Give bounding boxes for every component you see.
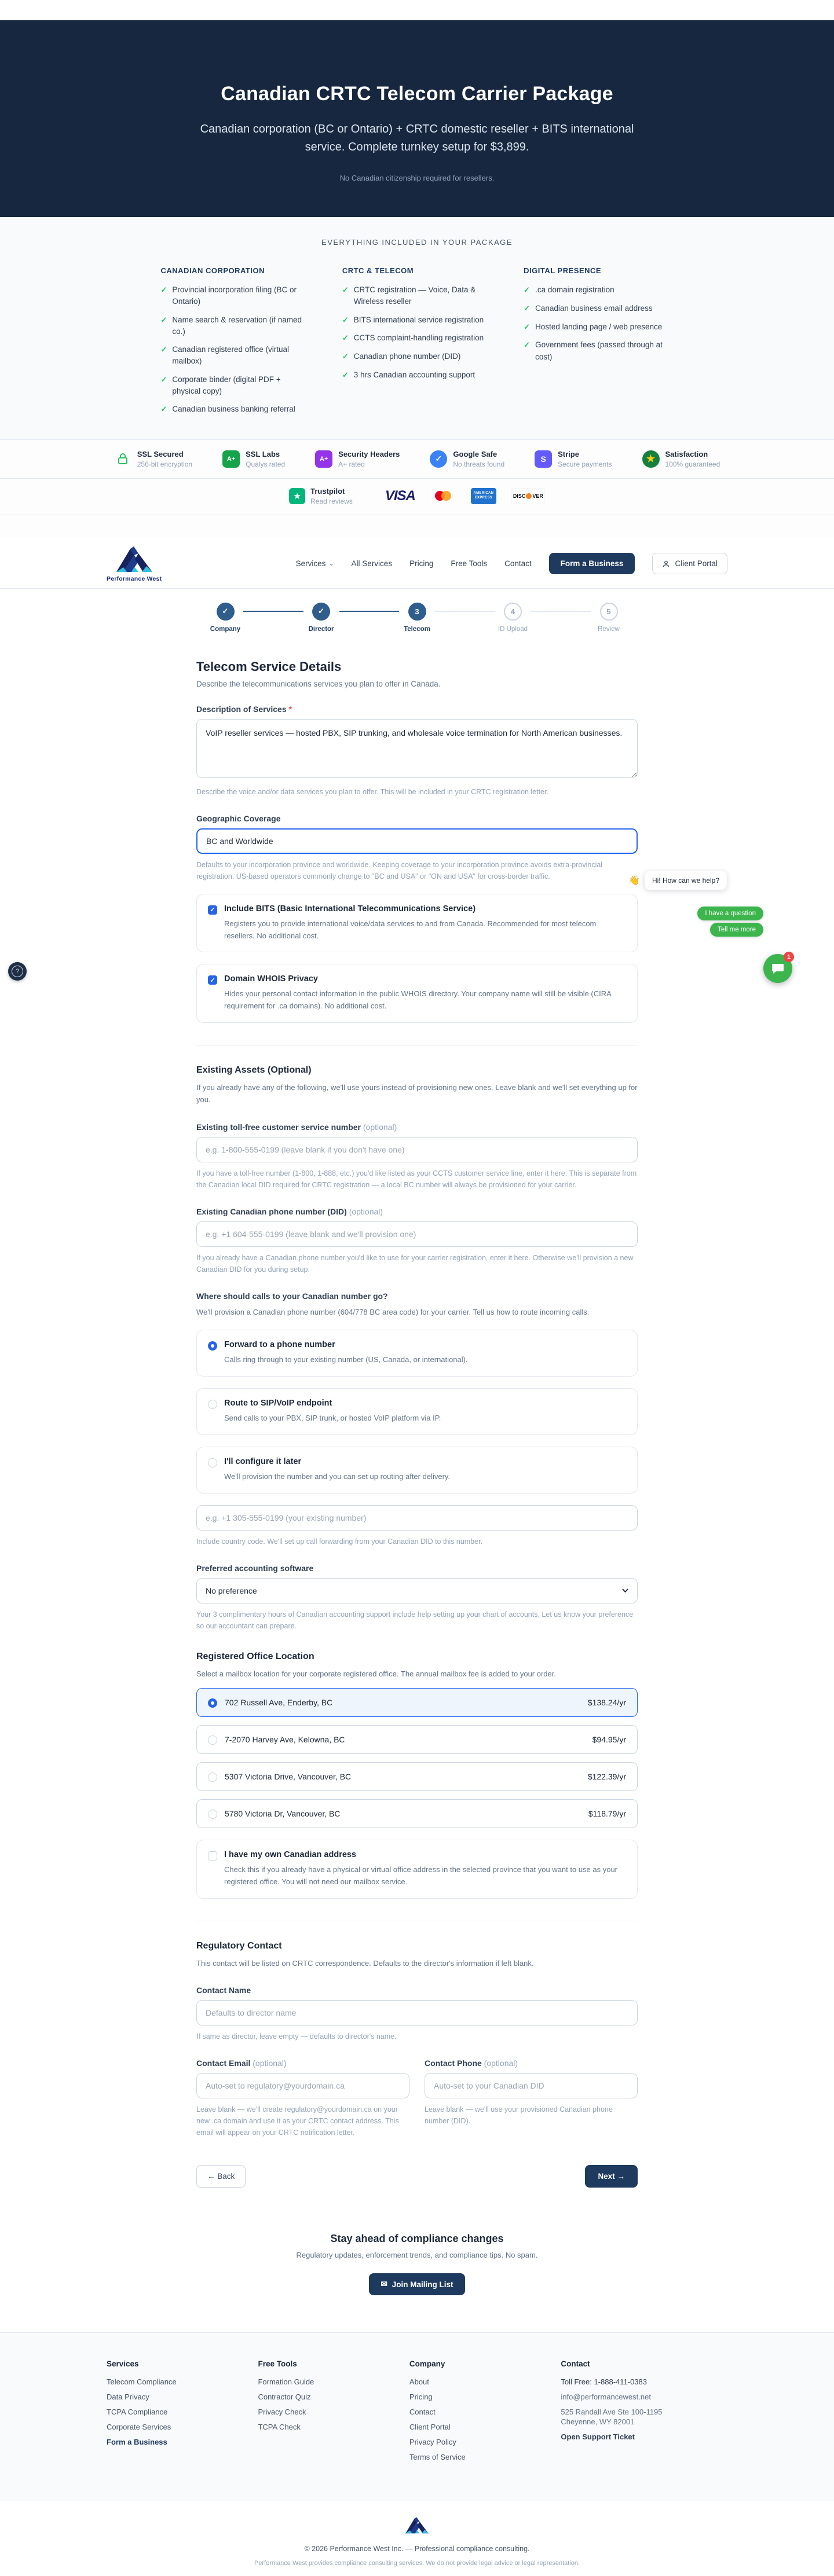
footer-link-pricing[interactable]: Pricing <box>409 2392 433 2402</box>
geographic-input[interactable] <box>196 828 638 854</box>
required-asterisk: * <box>288 704 292 714</box>
check-icon: ✓ <box>160 315 167 324</box>
hero-subtitle: Canadian corporation (BC or Ontario) + CRTC domestic reseller + BITS international service. Complete turnkey setup for $3,899. <box>200 123 634 153</box>
chat-greeting-bubble: Hi! How can we help? <box>645 871 727 890</box>
forward-number-input[interactable] <box>196 1505 638 1531</box>
package-item <box>342 332 492 344</box>
trust-badges-row <box>0 440 834 479</box>
package-item <box>524 339 673 363</box>
check-icon: ✓ <box>160 285 167 294</box>
nav-link-all-services[interactable] <box>352 559 393 568</box>
accounting-select[interactable] <box>196 1578 638 1603</box>
bits-description: Registers you to provide international voice/data services to and from Canada. Recommended for most telecom resellers. No additional cost. <box>224 919 597 940</box>
package-item <box>161 403 310 416</box>
step-check-icon: ✓ <box>217 603 235 621</box>
step-label: Company <box>210 625 241 633</box>
badge-title: Stripe <box>558 449 579 458</box>
package-item <box>161 284 310 308</box>
office-price: $122.39/yr <box>587 1772 626 1782</box>
accounting-label: Preferred accounting software <box>196 1563 314 1573</box>
notification-badge: 1 <box>784 952 794 962</box>
grade-a-plus-icon: A+ <box>222 450 240 468</box>
step-review[interactable] <box>591 603 627 633</box>
footer <box>0 2332 834 2501</box>
footer-link-form-a-business[interactable]: Form a Business <box>107 2438 167 2447</box>
badge-subtitle: 100% guaranteed <box>665 460 720 468</box>
contact-phone-label: Contact Phone (optional) <box>425 2058 518 2068</box>
bits-title: Include BITS (Basic International Telecommunications Service) <box>224 904 476 913</box>
badge-subtitle: Qualys rated <box>246 460 286 468</box>
brand-name: Performance West <box>107 575 162 582</box>
badge-ssl-labs <box>222 450 285 468</box>
optional-tag: (optional) <box>484 2058 518 2068</box>
package-column-corporation <box>161 266 310 422</box>
mountain-logo-icon <box>405 2516 429 2535</box>
badge-title: Security Headers <box>338 449 400 458</box>
radio-selected-icon[interactable] <box>208 1698 217 1708</box>
check-icon: ✓ <box>342 285 349 294</box>
amex-text: EXPRESS <box>474 496 493 500</box>
contact-phone-help: Leave blank — we'll use your provisioned Canadian phone number (DID). <box>425 2105 613 2126</box>
optional-tag: (optional) <box>349 1206 383 1216</box>
nav-link-contact[interactable] <box>504 559 532 568</box>
whois-card <box>196 964 638 1023</box>
footer-link-corporate-services[interactable]: Corporate Services <box>107 2423 171 2432</box>
accounting-selected-value: No preference <box>206 1586 257 1595</box>
trustpilot-subtitle: Read reviews <box>310 497 353 505</box>
bits-checkbox-row[interactable] <box>208 904 626 915</box>
description-help: Describe the voice and/or data services you plan to offer. This will be included in your CRTC registration letter. <box>196 787 548 796</box>
did-input[interactable] <box>196 1221 638 1247</box>
routing-option-sip[interactable] <box>196 1388 638 1435</box>
mastercard-orange-circle <box>441 491 451 501</box>
nav-link-label: Pricing <box>409 559 434 568</box>
footer-tollfree: Toll Free: 1-888-411-0383 <box>561 2377 647 2387</box>
office-address: 7-2070 Harvey Ave, Kelowna, BC <box>225 1735 345 1745</box>
package-item <box>342 314 492 326</box>
description-label: Description of Services * <box>196 704 292 714</box>
office-intro: Select a mailbox location for your corporate registered office. The annual mailbox fee is added to your order. <box>196 1669 556 1678</box>
package-item-label: Canadian business banking referral <box>172 405 295 413</box>
footer-address-line1: 525 Randall Ave Ste 100-1195 <box>561 2408 663 2417</box>
badge-ssl-secured <box>114 450 192 468</box>
office-price: $138.24/yr <box>587 1698 626 1708</box>
routing-option-later[interactable] <box>196 1447 638 1494</box>
package-section <box>0 217 834 440</box>
hero-note: No Canadian citizenship required for resellers. <box>339 174 495 182</box>
footer-link-contact[interactable]: Contact <box>409 2408 436 2417</box>
check-icon: ✓ <box>524 303 531 313</box>
lock-icon <box>114 450 131 468</box>
footer-email[interactable]: info@performancewest.net <box>561 2392 651 2402</box>
badge-google-safe <box>430 450 504 468</box>
step-label: ID Upload <box>498 625 528 633</box>
chevron-down-icon: ⌄ <box>328 560 334 568</box>
package-item-label: Canadian registered office (virtual mailbox) <box>172 345 290 366</box>
wave-emoji-icon: 👋 <box>628 876 640 886</box>
step-check-icon: ✓ <box>312 603 330 621</box>
badge-stripe <box>535 450 612 468</box>
discover-dot <box>526 493 532 499</box>
footer-column-title: Contact <box>561 2360 590 2369</box>
regulatory-intro: This contact will be listed on CRTC correspondence. Defaults to the director's information if left blank. <box>196 1958 534 1968</box>
office-address: 702 Russell Ave, Enderby, BC <box>225 1698 333 1708</box>
package-item-label: Government fees (passed through at cost) <box>535 340 663 361</box>
check-icon: ✓ <box>524 340 531 350</box>
step-telecom[interactable] <box>399 603 435 633</box>
radio-unselected-icon[interactable] <box>208 1735 217 1745</box>
nav-link-free-tools[interactable] <box>451 559 487 568</box>
routing-option-desc: Calls ring through to your existing number (US, Canada, or international). <box>224 1355 468 1364</box>
routing-intro: We'll provision a Canadian phone number (604/778 BC area code) for your carrier. Tell us how to route incoming calls. <box>196 1307 590 1316</box>
routing-option-desc: We'll provision the number and you can set up routing after delivery. <box>224 1472 451 1481</box>
contact-name-input[interactable] <box>196 2000 638 2025</box>
package-item-label: CRTC registration — Voice, Data & Wireless reseller <box>353 285 476 306</box>
nav-link-label: Free Tools <box>451 559 488 568</box>
badge-subtitle: 256-bit encryption <box>137 460 193 468</box>
radio-unselected-icon[interactable] <box>208 1400 217 1409</box>
package-column-title: CANADIAN CORPORATION <box>160 266 265 275</box>
regulatory-title: Regulatory Contact <box>196 1940 282 1951</box>
stripe-icon: S <box>535 450 552 468</box>
office-option-kelowna[interactable] <box>196 1725 638 1754</box>
footer-link-tcpa-check[interactable]: TCPA Check <box>258 2423 301 2432</box>
footer-link-terms[interactable]: Terms of Service <box>409 2453 466 2462</box>
check-icon: ✓ <box>160 345 167 354</box>
package-column-title: CRTC & TELECOM <box>342 266 414 275</box>
newsletter-section <box>0 2188 834 2332</box>
whois-description: Hides your personal contact information in the public WHOIS directory. Your company name will still be visible (CIRA requirement for .ca domains). No additional cost. <box>224 989 612 1011</box>
step-number: 4 <box>504 603 522 621</box>
check-icon: ✓ <box>342 352 349 361</box>
footer-column-services <box>107 2360 258 2468</box>
hero-section <box>0 20 834 217</box>
contact-name-help: If same as director, leave empty — defaults to director's name. <box>196 2032 397 2041</box>
own-address-desc: Check this if you already have a physical or virtual office address in the selected province that you want to use as your registered office. You will not need our mailbox service. <box>224 1865 618 1886</box>
step-connector <box>243 611 303 612</box>
package-item <box>161 344 310 368</box>
whois-title: Domain WHOIS Privacy <box>224 974 318 984</box>
footer-link-contractor-quiz[interactable]: Contractor Quiz <box>258 2392 311 2402</box>
badge-title: SSL Labs <box>246 449 280 458</box>
checkbox-unchecked-icon[interactable] <box>208 1851 217 1861</box>
radio-unselected-icon[interactable] <box>208 1773 217 1782</box>
badge-security-headers <box>315 450 400 468</box>
contact-phone-input[interactable] <box>425 2073 638 2098</box>
check-icon: ✓ <box>524 285 531 294</box>
chat-option-tell-me-more-button[interactable]: Tell me more <box>710 923 763 937</box>
badge-title: Satisfaction <box>665 449 708 458</box>
accounting-help: Your 3 complimentary hours of Canadian accounting support include help setting up your chart of accounts. Let us know your preference so our accountant can prepare. <box>196 1610 634 1630</box>
mastercard-logo-icon <box>430 488 456 504</box>
footer-link-support-ticket[interactable]: Open Support Ticket <box>561 2432 635 2442</box>
package-item-label: CCTS complaint-handling registration <box>353 333 484 343</box>
did-help: If you already have a Canadian phone number you'd like to use for your carrier registration, enter it here. Otherwise we'll provision a new Canadian DID for you during setup. <box>196 1253 634 1274</box>
tollfree-label: Existing toll-free customer service number (optional) <box>196 1122 397 1132</box>
person-icon <box>662 560 670 568</box>
package-column-title: DIGITAL PRESENCE <box>524 266 602 275</box>
package-item-label: .ca domain registration <box>535 285 614 294</box>
package-item-label: Hosted landing page / web presence <box>535 322 663 331</box>
amex-logo-icon <box>471 488 496 504</box>
newsletter-subtitle: Regulatory updates, enforcement trends, and compliance tips. No spam. <box>296 2251 538 2260</box>
package-grid <box>161 266 674 422</box>
payments-row <box>0 479 834 515</box>
radio-selected-icon[interactable] <box>208 1341 217 1351</box>
step-label: Director <box>308 625 334 633</box>
chat-fab-button[interactable] <box>763 954 792 983</box>
package-item <box>524 284 673 296</box>
progress-stepper <box>207 589 627 643</box>
package-column-crtc <box>342 266 492 422</box>
back-button[interactable]: ← Back <box>196 2165 246 2188</box>
footer-column-free-tools <box>258 2360 409 2468</box>
package-item-label: Canadian phone number (DID) <box>353 352 461 361</box>
mountain-logo-icon <box>115 545 153 574</box>
disclaimer-text: Performance West provides compliance consulting services. We do not provide legal advice or legal representation. <box>254 2560 580 2567</box>
contact-email-help: Leave blank — we'll create regulatory@yourdomain.ca on your new .ca domain and use it as your CRTC contact address. This email will appear on your CRTC notification letter. <box>196 2105 399 2137</box>
help-fab-button[interactable] <box>8 962 27 981</box>
gap-strip <box>0 515 834 538</box>
contact-email-field <box>196 2042 409 2138</box>
package-item-label: Corporate binder (digital PDF + physical copy) <box>172 375 281 395</box>
own-address-card <box>196 1840 638 1899</box>
footer-column-title: Company <box>409 2360 445 2369</box>
chat-greeting <box>628 871 727 890</box>
whois-checkbox-row[interactable] <box>208 974 626 985</box>
grade-a-plus-icon: A+ <box>315 450 332 468</box>
radio-unselected-icon[interactable] <box>208 1810 217 1819</box>
trustpilot-title: Trustpilot <box>310 486 345 496</box>
form-title: Telecom Service Details <box>196 659 342 674</box>
contact-name-label: Contact Name <box>196 1986 251 1995</box>
footer-column-company <box>409 2360 561 2468</box>
footer-link-telecom-compliance[interactable]: Telecom Compliance <box>107 2377 177 2387</box>
geographic-help: Defaults to your incorporation province and worldwide. Keeping coverage to your incorporation province avoids extra-provincial registration. US-based operators commonly change to "BC and USA" or "ON and USA" for cross-border traffic. <box>196 860 603 880</box>
forward-number-help: Include country code. We'll set up call forwarding from your Canadian DID to this number. <box>196 1537 483 1546</box>
assets-intro: If you already have any of the following, we'll use yours instead of provisioning new ones. Leave blank and we'll set everything up for you. <box>196 1082 638 1104</box>
footer-link-data-privacy[interactable]: Data Privacy <box>107 2392 149 2402</box>
badge-title: SSL Secured <box>137 449 184 458</box>
description-textarea[interactable] <box>196 719 638 778</box>
footer-link-formation-guide[interactable]: Formation Guide <box>258 2377 314 2387</box>
step-connector <box>435 611 495 612</box>
form-intro: Describe the telecommunications services you plan to offer in Canada. <box>196 679 441 688</box>
nav-link-services[interactable] <box>296 559 334 568</box>
routing-option-desc: Send calls to your PBX, SIP trunk, or hosted VoIP platform via IP. <box>224 1414 441 1423</box>
package-item <box>161 374 310 398</box>
geographic-label: Geographic Coverage <box>196 813 281 823</box>
contact-email-label: Contact Email (optional) <box>196 2058 287 2068</box>
bits-card <box>196 894 638 953</box>
radio-unselected-icon[interactable] <box>208 1458 217 1467</box>
package-item <box>524 303 673 315</box>
routing-option-title: I'll configure it later <box>224 1456 302 1466</box>
visa-logo-icon: VISA <box>385 487 415 504</box>
checkbox-checked-icon[interactable]: ✓ <box>208 975 217 985</box>
footer-link-tcpa-compliance[interactable]: TCPA Compliance <box>107 2408 168 2417</box>
did-label: Existing Canadian phone number (DID) (optional) <box>196 1206 383 1216</box>
brand-logo[interactable] <box>107 545 162 582</box>
check-icon: ✓ <box>342 315 349 324</box>
top-strip <box>0 0 834 20</box>
amex-text: AMERICAN <box>473 491 494 495</box>
office-price: $94.95/yr <box>592 1735 626 1745</box>
routing-title: Where should calls to your Canadian number go? <box>196 1291 388 1301</box>
form-a-business-button[interactable]: Form a Business <box>549 553 635 574</box>
package-heading: EVERYTHING INCLUDED IN YOUR PACKAGE <box>321 238 513 247</box>
own-address-checkbox-row[interactable] <box>208 1850 626 1861</box>
package-item <box>342 351 492 363</box>
package-item <box>161 314 310 338</box>
package-item-label: Canadian business email address <box>535 303 653 313</box>
footer-link-about[interactable]: About <box>409 2377 429 2387</box>
package-item <box>524 321 673 333</box>
check-circle-icon: ✓ <box>430 450 447 468</box>
badge-subtitle: A+ rated <box>338 460 365 468</box>
question-mark-icon: ? <box>12 966 23 977</box>
footer-link-privacy-policy[interactable]: Privacy Policy <box>409 2438 456 2447</box>
step-director[interactable] <box>303 603 339 633</box>
own-address-title: I have my own Canadian address <box>224 1850 357 1860</box>
package-item <box>342 369 492 381</box>
footer-address-line2: Cheyenne, WY 82001 <box>561 2417 635 2427</box>
contact-email-input[interactable] <box>196 2073 409 2098</box>
office-price: $118.79/yr <box>588 1809 626 1819</box>
nav-link-label: Contact <box>504 559 532 568</box>
client-portal-button[interactable] <box>652 553 727 574</box>
package-item-label: BITS international service registration <box>353 315 484 324</box>
nav-link-label: All Services <box>351 559 393 568</box>
check-icon: ✓ <box>524 322 531 331</box>
navbar <box>0 538 834 589</box>
step-company[interactable] <box>207 603 243 633</box>
copyright-text: © 2026 Performance West Inc. — Professional compliance consulting. <box>304 2545 530 2553</box>
office-address: 5780 Victoria Dr, Vancouver, BC <box>225 1809 341 1819</box>
discover-text: VER <box>532 493 543 499</box>
footer-link-privacy-check[interactable]: Privacy Check <box>258 2408 306 2417</box>
trustpilot-star-icon: ★ <box>289 488 305 504</box>
package-item-label: 3 hrs Canadian accounting support <box>353 370 475 379</box>
footer-column-title: Free Tools <box>258 2360 297 2369</box>
check-icon: ✓ <box>342 333 349 343</box>
office-title: Registered Office Location <box>196 1651 314 1661</box>
optional-tag: (optional) <box>363 1122 397 1132</box>
step-number: 3 <box>408 603 426 621</box>
telecom-form <box>196 643 638 2188</box>
client-portal-label: Client Portal <box>675 559 718 568</box>
checkbox-checked-icon[interactable]: ✓ <box>208 905 217 915</box>
step-label: Review <box>598 625 620 633</box>
contact-phone-field <box>425 2042 638 2138</box>
tollfree-help: If you have a toll-free number (1-800, 1-888, etc.) you'd like listed as your CCTS customer service line, enter it here. This is separate from the Canadian local DID required for CRTC registration — a local BC number will always be provisioned for your carrier. <box>196 1169 637 1189</box>
badge-satisfaction <box>642 450 720 468</box>
badge-title: Google Safe <box>453 449 498 458</box>
package-item <box>342 284 492 308</box>
routing-option-forward[interactable] <box>196 1330 638 1377</box>
tollfree-input[interactable] <box>196 1137 638 1162</box>
mail-icon: ✉ <box>381 2280 387 2289</box>
check-icon: ✓ <box>160 375 167 384</box>
optional-tag: (optional) <box>253 2058 287 2068</box>
chat-option-question-button[interactable]: I have a question <box>697 907 763 920</box>
trustpilot-badge[interactable] <box>289 487 353 505</box>
hero-title: Canadian CRTC Telecom Carrier Package <box>221 83 613 105</box>
footer-link-client-portal[interactable]: Client Portal <box>409 2423 451 2432</box>
footer-column-title: Services <box>107 2360 139 2369</box>
routing-option-title: Route to SIP/VoIP endpoint <box>224 1399 332 1408</box>
package-item-label: Provincial incorporation filing (BC or Ontario) <box>172 285 297 306</box>
newsletter-title: Stay ahead of compliance changes <box>330 2233 504 2245</box>
star-icon: ★ <box>642 450 660 468</box>
join-mailing-list-label: Join Mailing List <box>392 2280 453 2289</box>
step-number: 5 <box>600 603 618 621</box>
office-address: 5307 Victoria Drive, Vancouver, BC <box>225 1772 352 1782</box>
step-label: Telecom <box>404 625 430 633</box>
footer-column-contact <box>561 2360 727 2468</box>
badge-subtitle: Secure payments <box>558 460 612 468</box>
office-option-enderby[interactable] <box>196 1688 638 1717</box>
footer-bottom <box>0 2501 834 2576</box>
chevron-down-icon <box>622 1588 628 1592</box>
next-button[interactable]: Next → <box>585 2165 638 2188</box>
step-id-upload[interactable] <box>495 603 531 633</box>
join-mailing-list-button[interactable] <box>369 2273 464 2295</box>
check-icon: ✓ <box>160 405 167 413</box>
package-column-digital <box>524 266 673 422</box>
discover-logo-icon <box>511 488 545 504</box>
routing-option-title: Forward to a phone number <box>224 1340 335 1350</box>
chat-bubble-icon <box>771 962 785 975</box>
check-icon: ✓ <box>342 370 349 379</box>
badge-subtitle: No threats found <box>453 460 505 468</box>
step-connector <box>339 611 400 612</box>
office-option-vancouver-5307[interactable] <box>196 1762 638 1791</box>
nav-link-pricing[interactable] <box>409 559 433 568</box>
office-option-vancouver-5780[interactable] <box>196 1799 638 1828</box>
discover-text: DISC <box>513 493 526 499</box>
nav-link-label: Services <box>295 559 326 568</box>
package-item-label: Name search & reservation (if named co.) <box>172 315 302 336</box>
step-connector <box>531 611 591 612</box>
assets-title: Existing Assets (Optional) <box>196 1065 312 1075</box>
